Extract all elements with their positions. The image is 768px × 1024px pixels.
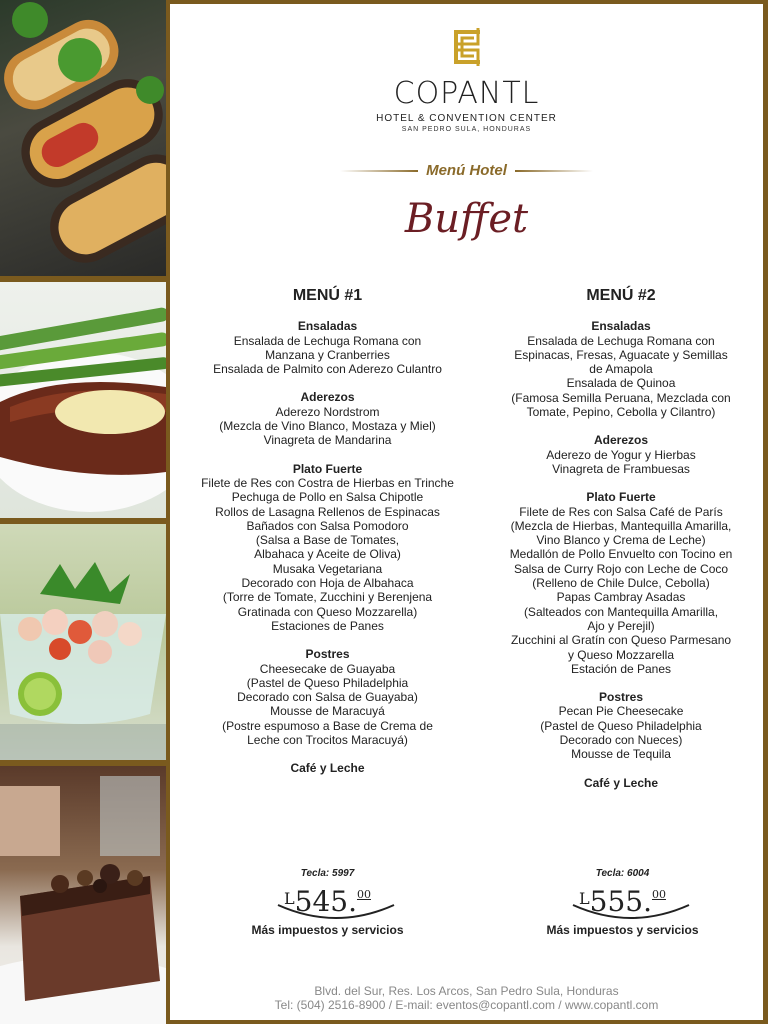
brand-subtitle: HOTEL & CONVENTION CENTER: [376, 113, 557, 124]
food-photo-eggplant-rolls: [0, 0, 166, 276]
menu-2-price-amount: 555.: [589, 885, 652, 918]
menu-2-column: [487, 289, 755, 804]
hotel-logo: [170, 22, 763, 133]
menu-item: de Amapola: [589, 362, 653, 377]
menu-hotel-label: Menú Hotel: [426, 162, 507, 179]
menu-item: Pecan Pie Cheesecake: [558, 704, 684, 719]
food-photo-ceviche: [0, 524, 166, 760]
menu-2-title: MENÚ #2: [586, 287, 656, 304]
photo-strip: [0, 0, 166, 1024]
menu-item: Vinagreta de Frambuesas: [552, 461, 690, 476]
menu-item: (Postre espumoso a Base de Crema de: [222, 718, 433, 733]
menu-item: Zucchini al Gratín con Queso Parmesano: [510, 633, 732, 648]
menu-section-title: Plato Fuerte: [586, 490, 656, 505]
menu-item: Espinacas, Fresas, Aguacate y Semillas: [514, 347, 728, 362]
menu-item: Albahaca y Aceite de Oliva): [254, 547, 401, 562]
menu-item: Filete de Res con Costra de Hierbas en Trinche: [201, 475, 454, 490]
menu-item: Bañados con Salsa Pomodoro: [246, 518, 409, 533]
menu-item: (Pastel de Queso Philadelphia: [540, 718, 702, 733]
menu-item: (Salsa a Base de Tomates,: [255, 533, 400, 548]
menu-section-title: Aderezos: [300, 390, 355, 405]
menu-item: Estación de Panes: [570, 661, 672, 676]
menu-1-price-cents: 00: [356, 888, 371, 901]
menu-1-title: MENÚ #1: [292, 287, 363, 304]
menu-2-price-block: [525, 868, 720, 937]
menu-item: Mousse de Maracuyá: [270, 704, 385, 719]
menu-item: Decorado con Salsa de Guayaba): [237, 690, 418, 705]
menu-1-price-block: [230, 868, 425, 937]
food-photo-steak-asparagus: [0, 282, 166, 518]
menu-section: [487, 690, 755, 761]
menu-item: Estaciones de Panes: [271, 618, 384, 633]
menu-item: Papas Cambray Asadas: [556, 590, 686, 605]
menu-2-price-cents: 00: [651, 888, 666, 901]
menu-2-taxes-note: Más impuestos y servicios: [546, 923, 699, 937]
price-swoosh-icon: [276, 901, 396, 925]
footer: [170, 984, 763, 1012]
menu-section: [190, 647, 465, 747]
menu-1-column: [190, 289, 465, 790]
menu-item: Leche con Trocitos Maracuyá): [247, 733, 408, 748]
menu-item: Ensalada de Palmito con Aderezo Culantro: [213, 362, 442, 377]
menu-item: Rollos de Lasagna Rellenos de Espinacas: [215, 504, 440, 519]
menu-panel: [170, 4, 763, 1020]
brand-location: SAN PEDRO SULA, HONDURAS: [401, 126, 532, 133]
menu-item: Pechuga de Pollo en Salsa Chipotle: [231, 490, 424, 505]
menu-item: Gratinada con Queso Mozzarella): [237, 604, 418, 619]
menu-section-title: Postres: [305, 647, 350, 662]
menu-2-sections: [487, 319, 755, 790]
menu-item: Decorado con Nueces): [559, 733, 683, 748]
copantl-emblem-icon: [442, 22, 492, 72]
menu-item: Ensalada de Lechuga Romana con: [527, 333, 715, 348]
menu-section: [487, 776, 755, 790]
menu-section-title: Café y Leche: [583, 775, 659, 790]
divider-right: [515, 170, 593, 172]
menu-item: Aderezo de Yogur y Hierbas: [546, 447, 696, 462]
menu-section-title: Café y Leche: [290, 761, 365, 776]
menu-hotel-heading: [170, 162, 763, 179]
menu-1-taxes-note: Más impuestos y servicios: [251, 923, 404, 937]
menu-item: Filete de Res con Salsa Café de París: [519, 504, 723, 519]
divider-left: [340, 170, 418, 172]
menu-section-title: Ensaladas: [297, 319, 358, 334]
menu-item: Ensalada de Quinoa: [566, 376, 676, 391]
footer-address: Blvd. del Sur, Res. Los Arcos, San Pedro Sula, Honduras: [314, 984, 619, 998]
menu-item: Salsa de Curry Rojo con Leche de Coco: [513, 561, 729, 576]
menu-item: Mousse de Tequila: [571, 747, 671, 762]
menu-1-price: [284, 885, 371, 919]
menu-2-code: Tecla: 6004: [595, 868, 650, 879]
menu-2-currency: L: [579, 889, 590, 908]
menu-item: Tomate, Pepino, Cebolla y Cilantro): [526, 405, 716, 420]
menu-section: [487, 319, 755, 419]
price-swoosh-icon: [571, 901, 691, 925]
menu-1-currency: L: [284, 889, 295, 908]
menu-section: [190, 761, 465, 775]
menu-item: Decorado con Hoja de Albahaca: [241, 576, 414, 591]
food-photo-chocolate-cake: [0, 766, 166, 1024]
menu-item: Vino Blanco y Crema de Leche): [536, 533, 706, 548]
page-title: Buffet: [404, 196, 529, 242]
menu-item: (Famosa Semilla Peruana, Mezclada con: [511, 390, 731, 405]
menu-item: Manzana y Cranberries: [265, 347, 390, 362]
menu-section-title: Plato Fuerte: [292, 461, 363, 476]
menu-2-price: [579, 885, 666, 919]
menu-1-price-amount: 545.: [294, 885, 357, 918]
menu-item: Cheesecake de Guayaba: [259, 661, 396, 676]
menu-section: [487, 490, 755, 676]
menu-1-code: Tecla: 5997: [300, 868, 355, 879]
menu-item: Medallón de Pollo Envuelto con Tocino en: [509, 547, 733, 562]
brand-name: COPANTL: [393, 76, 540, 111]
footer-contact: Tel: (504) 2516-8900 / E-mail: eventos@copantl.com / www.copantl.com: [274, 998, 659, 1012]
menu-section-title: Aderezos: [593, 433, 649, 448]
menu-item: Musaka Vegetariana: [272, 561, 383, 576]
menu-section: [190, 390, 465, 447]
menu-item: Ajo y Perejil): [587, 618, 655, 633]
menu-item: (Mezcla de Vino Blanco, Mostaza y Miel): [219, 419, 436, 434]
menu-item: (Salteados con Mantequilla Amarilla,: [523, 604, 719, 619]
menu-section: [190, 462, 465, 634]
menu-section-title: Postres: [598, 690, 644, 705]
menu-item: Vinagreta de Mandarina: [263, 433, 392, 448]
menu-section: [190, 319, 465, 376]
menu-item: (Relleno de Chile Dulce, Cebolla): [532, 576, 710, 591]
menu-section: [487, 433, 755, 476]
menu-item: (Pastel de Queso Philadelphia: [246, 675, 409, 690]
menu-item: (Torre de Tomate, Zucchini y Berenjena: [222, 590, 433, 605]
menu-item: (Mezcla de Hierbas, Mantequilla Amarilla,: [510, 518, 732, 533]
menu-item: y Queso Mozzarella: [567, 647, 675, 662]
menu-item: Aderezo Nordstrom: [275, 404, 380, 419]
menu-item: Ensalada de Lechuga Romana con: [233, 333, 422, 348]
menu-section-title: Ensaladas: [591, 319, 651, 334]
menu-1-sections: [190, 319, 465, 775]
